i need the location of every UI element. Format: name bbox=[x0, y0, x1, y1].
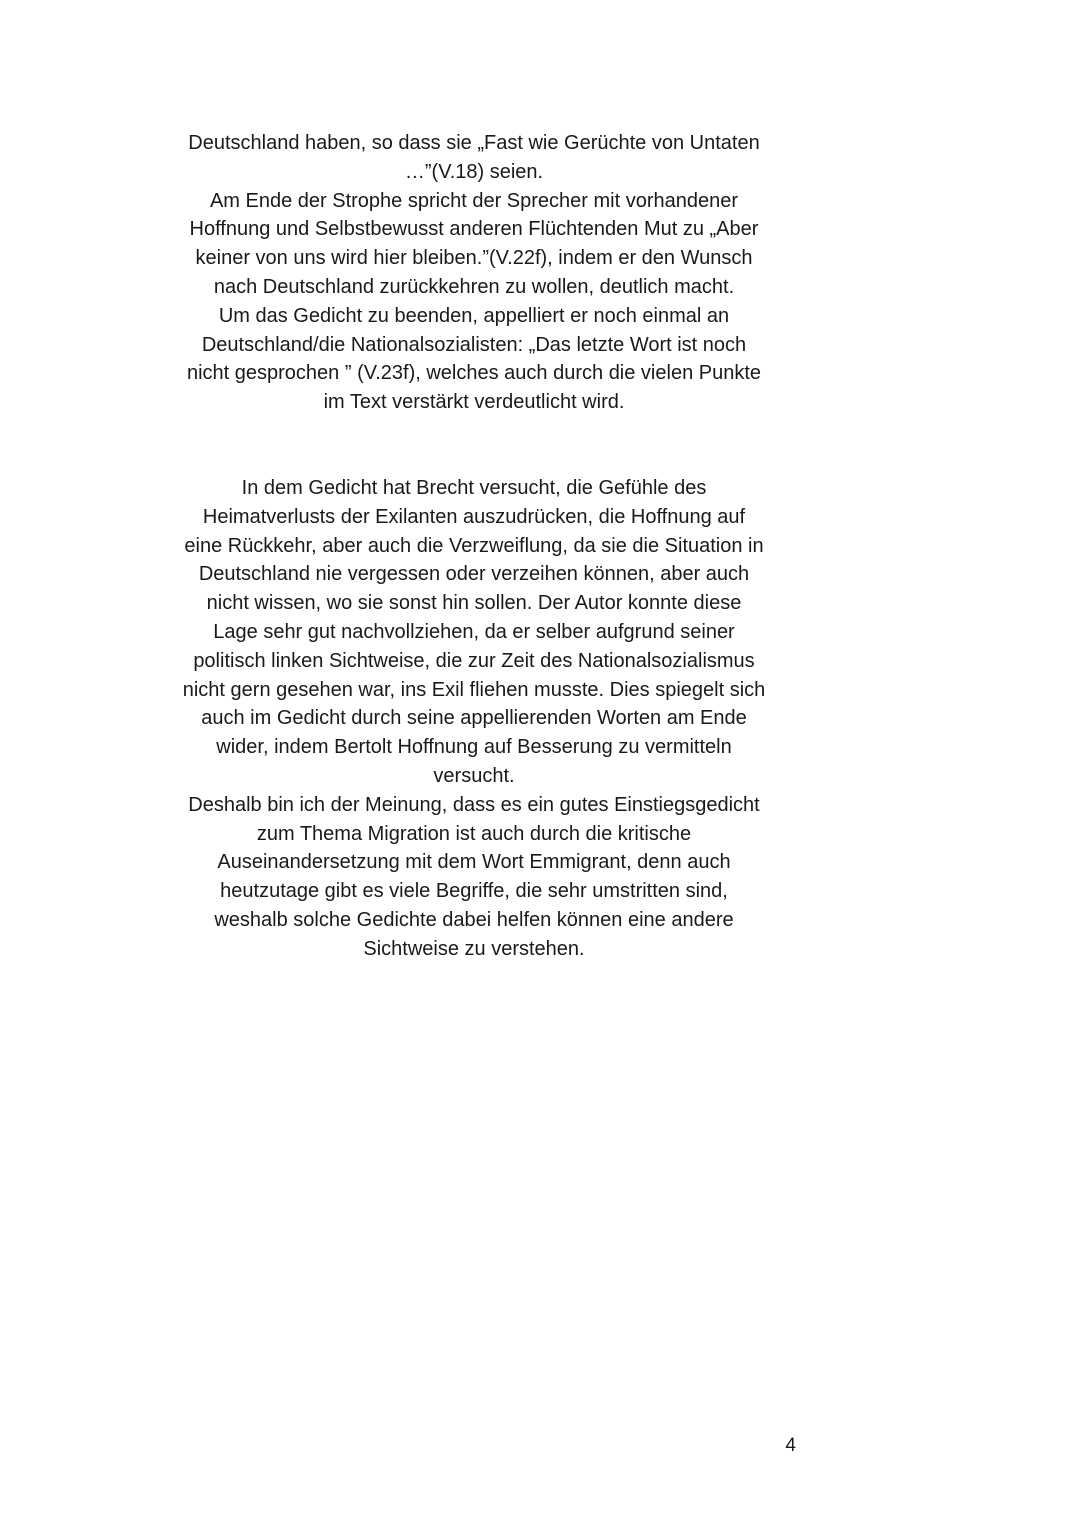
text-line: nicht gern gesehen war, ins Exil fliehen musste. Dies spiegelt sich bbox=[182, 678, 766, 701]
text-line: Lage sehr gut nachvollziehen, da er selber aufgrund seiner bbox=[213, 620, 735, 643]
text-line: Deutschland/die Nationalsozialisten: „Das letzte Wort ist noch bbox=[201, 333, 747, 356]
text-line: Am Ende der Strophe spricht der Sprecher mit vorhandener bbox=[209, 189, 739, 212]
text-line: …”(V.18) seien. bbox=[404, 160, 544, 183]
text-line: In dem Gedicht hat Brecht versucht, die Gefühle des bbox=[241, 477, 707, 499]
text-line: eine Rückkehr, aber auch die Verzweiflung, da sie die Situation in bbox=[184, 534, 764, 557]
text-line: nicht gesprochen ” (V.23f), welches auch durch die vielen Punkte bbox=[186, 362, 762, 385]
text-line: auch im Gedicht durch seine appellierenden Worten am Ende bbox=[201, 707, 747, 730]
text-line: Deshalb bin ich der Meinung, dass es ein gutes Einstiegsgedicht bbox=[188, 793, 760, 816]
text-line: Deutschland haben, so dass sie „Fast wie Gerüchte von Untaten bbox=[188, 132, 760, 154]
text-line: weshalb solche Gedichte dabei helfen können eine andere bbox=[214, 908, 734, 931]
paragraph-conclusion bbox=[150, 474, 798, 964]
text-line: nicht wissen, wo sie sonst hin sollen. Der Autor konnte diese bbox=[206, 592, 742, 615]
text-line: Hoffnung und Selbstbewusst anderen Flüchtenden Mut zu „Aber bbox=[189, 218, 759, 241]
text-line: keiner von uns wird hier bleiben.”(V.22f), indem er den Wunsch bbox=[195, 247, 753, 270]
text-line: Deutschland nie vergessen oder verzeihen können, aber auch bbox=[198, 563, 750, 586]
text-line: Um das Gedicht zu beenden, appelliert er noch einmal an bbox=[218, 304, 730, 327]
text-line: zum Thema Migration ist auch durch die kritische bbox=[256, 822, 692, 845]
text-line: im Text verstärkt verdeutlicht wird. bbox=[323, 391, 625, 414]
text-line: versucht. bbox=[433, 764, 515, 787]
text-line: wider, indem Bertolt Hoffnung auf Besserung zu vermitteln bbox=[216, 736, 732, 759]
paragraph-analysis-end bbox=[150, 129, 798, 417]
text-line: Sichtweise zu verstehen. bbox=[363, 937, 585, 960]
text-line: Auseinandersetzung mit dem Wort Emmigrant, denn auch bbox=[217, 851, 731, 874]
page-number: 4 bbox=[785, 1435, 796, 1456]
text-line: politisch linken Sichtweise, die zur Zeit des Nationalsozialismus bbox=[193, 649, 755, 672]
text-line: nach Deutschland zurückkehren zu wollen, deutlich macht. bbox=[213, 275, 735, 298]
text-line: Heimatverlusts der Exilanten auszudrücken, die Hoffnung auf bbox=[202, 505, 746, 528]
text-line: heutzutage gibt es viele Begriffe, die sehr umstritten sind, bbox=[220, 880, 728, 903]
